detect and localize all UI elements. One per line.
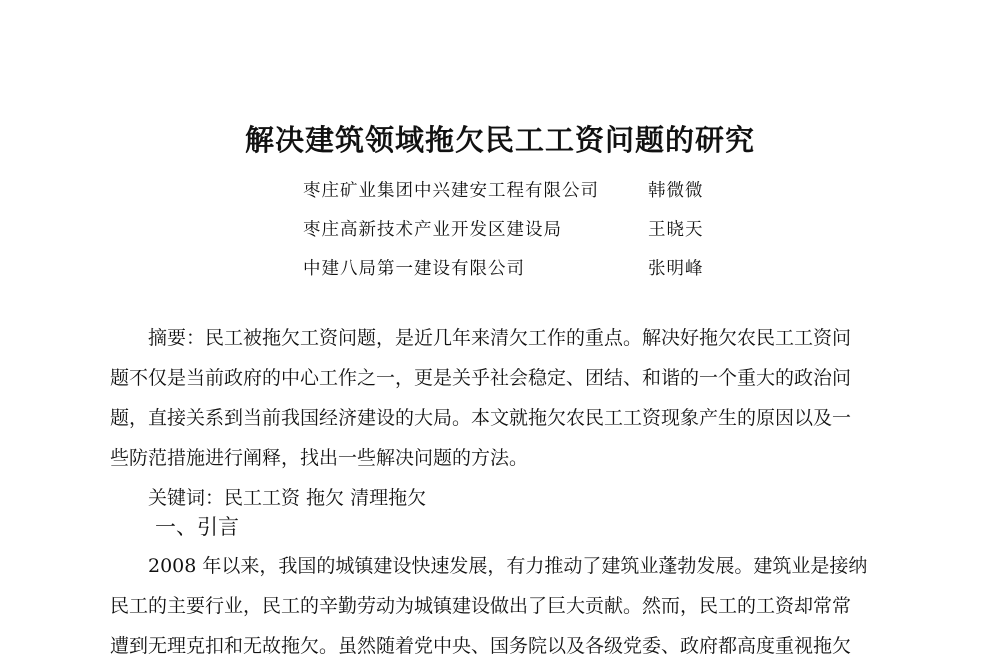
author-row <box>303 215 823 245</box>
author-affiliation: 枣庄矿业集团中兴建安工程有限公司 <box>303 181 599 201</box>
section-heading: 一、引言 <box>155 515 239 539</box>
abstract-line: 题不仅是当前政府的中心工作之一，更是关乎社会稳定、团结、和谐的一个重大的政治问 <box>110 367 852 389</box>
abstract-line: 题，直接关系到当前我国经济建设的大局。本文就拖欠农民工工资现象产生的原因以及一 <box>110 407 852 429</box>
paper-title: 解决建筑领域拖欠民工工资问题的研究 <box>244 123 755 157</box>
author-affiliation: 中建八局第一建设有限公司 <box>303 259 525 279</box>
author-affiliation: 枣庄高新技术产业开发区建设局 <box>303 220 562 240</box>
author-name: 张明峰 <box>648 259 704 279</box>
author-name: 王晓天 <box>648 220 704 240</box>
author-name: 韩微微 <box>648 181 704 201</box>
body-line: 民工的主要行业，民工的辛勤劳动为城镇建设做出了巨大贡献。然而，民工的工资却常常 <box>110 595 852 617</box>
abstract-line: 些防范措施进行阐释，找出一些解决问题的方法。 <box>110 447 529 469</box>
abstract-paragraph <box>110 318 910 478</box>
author-row <box>303 254 823 284</box>
abstract-line: 摘要：民工被拖欠工资问题，是近几年来清欠工作的重点。解决好拖欠农民工工资问 <box>110 327 852 349</box>
keywords-text: 关键词：民工工资 拖欠 清理拖欠 <box>148 487 427 509</box>
body-line: 遭到无理克扣和无故拖欠。虽然随着党中央、国务院以及各级党委、政府都高度重视拖欠 <box>110 635 852 657</box>
keywords-line <box>148 478 948 518</box>
body-paragraph <box>110 546 910 666</box>
author-row <box>303 176 823 206</box>
body-line: 2008 年以来，我国的城镇建设快速发展，有力推动了建筑业蓬勃发展。建筑业是接纳 <box>110 555 868 577</box>
